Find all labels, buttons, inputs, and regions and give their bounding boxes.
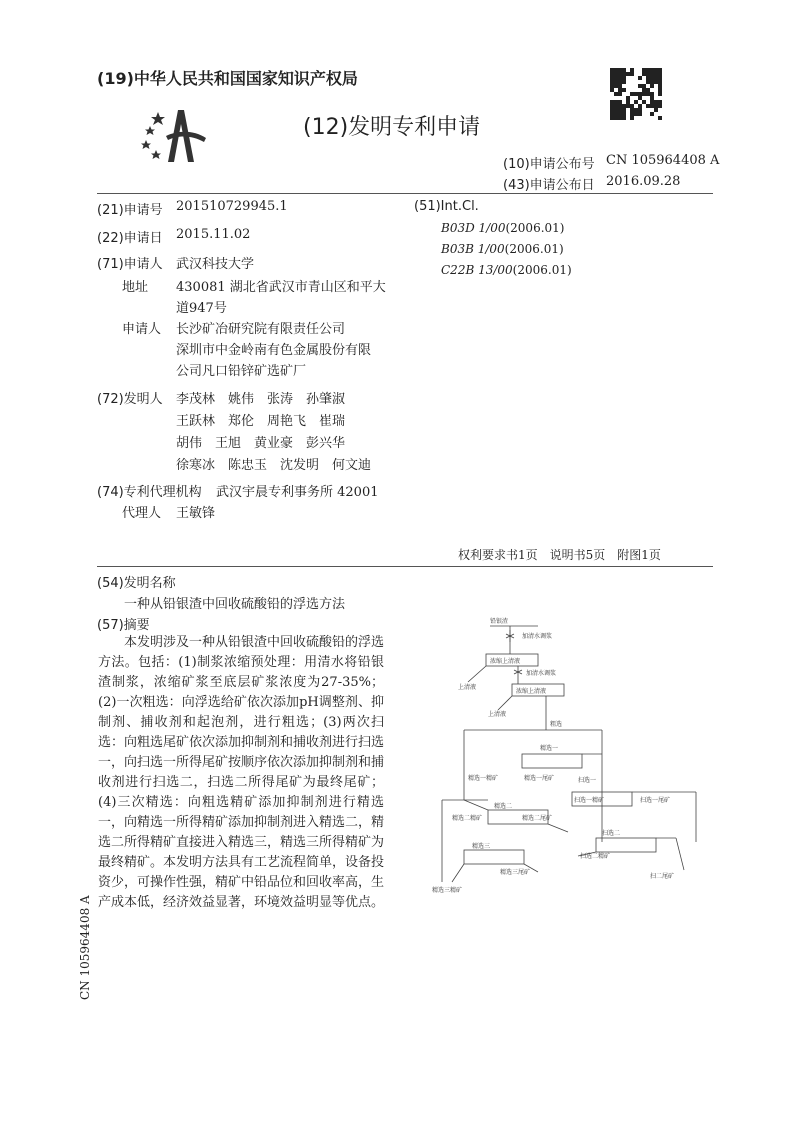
flow-scavenger-2-tail: 扫二尾矿 <box>650 873 675 880</box>
pages-info: 权利要求书1页 说明书5页 附图1页 <box>458 548 661 562</box>
flow-scavenger-2: 扫选二 <box>602 830 621 837</box>
authority-name: (19)中华人民共和国国家知识产权局 <box>97 69 358 88</box>
invention-title: 一种从铅银渣中回收硫酸铅的浮选方法 <box>124 597 346 612</box>
application-date-label: (22)申请日 <box>97 231 163 246</box>
pub-date-label: (43)申请公布日 <box>503 178 595 193</box>
agent-name: 王敏锋 <box>176 506 216 521</box>
inventors-line-2: 王跃林 郑伦 周艳飞 崔瑞 <box>176 414 346 429</box>
document-type: (12)发明专利申请 <box>303 115 481 140</box>
flow-water-1: 加清水调浆 <box>522 633 553 640</box>
co-applicant-line-3: 公司凡口铅锌矿选矿厂 <box>176 364 307 379</box>
flow-scavenger-2-conc: 扫选二精矿 <box>580 853 611 860</box>
title-label: (54)发明名称 <box>97 576 176 591</box>
ipc-code-3: C22B 13/00 <box>441 263 513 277</box>
flow-cleaner-2-conc: 精选二精矿 <box>452 815 483 822</box>
ipc-code-1: B03D 1/00 <box>441 221 506 235</box>
agency-label: (74)专利代理机构 <box>97 485 202 500</box>
inventors-line-1: 李茂林 姚伟 张涛 孙肇淑 <box>176 392 346 407</box>
address-line-2: 道947号 <box>176 301 227 316</box>
flow-cleaner-1-conc: 精选一精矿 <box>468 775 499 782</box>
side-publication-number: CN 105964408 A <box>78 895 92 1000</box>
address-label: 地址 <box>122 280 149 295</box>
flow-overflow-1: 上清液 <box>458 684 477 691</box>
ipc-version-2: (2006.01) <box>504 242 564 256</box>
flow-scavenger-1: 扫选一 <box>578 777 597 784</box>
pub-date: 2016.09.28 <box>606 174 681 189</box>
flow-rougher: 粗选 <box>550 721 563 728</box>
header-rule <box>97 193 713 194</box>
inventors-line-4: 徐寒冰 陈忠玉 沈发明 何文迪 <box>176 458 372 473</box>
flow-thickener-2: 浓缩上清液 <box>516 688 547 695</box>
flow-overflow-2: 上清液 <box>488 711 507 718</box>
co-applicant-line-1: 长沙矿冶研究院有限责任公司 <box>176 322 346 337</box>
flow-cleaner-2-tail: 精选二尾矿 <box>522 815 553 822</box>
qr-code <box>610 68 662 120</box>
ipc-code-2: B03B 1/00 <box>441 242 505 256</box>
flow-cleaner-3-tail: 精选三尾矿 <box>500 869 531 876</box>
section-rule <box>97 566 713 567</box>
agent-label: 代理人 <box>122 506 162 521</box>
applicant-label: (71)申请人 <box>97 257 163 272</box>
abstract-text: 本发明涉及一种从铅银渣中回收硫酸铅的浮选方法。包括：(1)制浆浓缩预处理：用清水将铅银渣制浆，浓缩矿浆至底层矿浆浓度为27-35%；(2)一次粗选：向浮选给矿依次添加pH调整剂、抑制剂、捕收剂和起泡剂，进行粗选；(3)两次扫选：向粗选尾矿依次添加抑制剂和捕收剂进行扫选一，向扫选一所得尾矿按顺序依次添加抑制剂和捕收剂进行扫选二，扫选二所得尾矿为最终尾矿；(4)三次精选：向粗选精矿添加抑制剂进行精选一，向精选一所得精矿添加抑制剂进入精选二，精选二所得精矿直接进入精选三，精选三所得精矿为最终精矿。本发明方法具有工艺流程简单，设备投资少，可操作性强，精矿中铅品位和回收率高，生产成本低，经济效益显著，环境效益明显等优点。 <box>98 635 385 910</box>
abstract-label: (57)摘要 <box>97 618 150 633</box>
application-number-label: (21)申请号 <box>97 203 163 218</box>
pub-number: CN 105964408 A <box>606 153 720 168</box>
address-line-1: 430081 湖北省武汉市青山区和平大 <box>176 280 386 295</box>
ipc-version-1: (2006.01) <box>505 221 565 235</box>
co-applicant-line-2: 深圳市中金岭南有色金属股份有限 <box>176 343 372 358</box>
flow-cleaner-3-conc: 精选三精矿 <box>432 887 463 894</box>
co-applicant-label: 申请人 <box>122 322 162 337</box>
agency-name: 武汉宇晨专利事务所 42001 <box>216 485 379 500</box>
pub-number-label: (10)申请公布号 <box>503 157 595 172</box>
flow-cleaner-3: 精选三 <box>472 843 491 850</box>
inventors-label: (72)发明人 <box>97 392 163 407</box>
flow-scavenger-1-conc: 扫选一精矿 <box>574 797 605 804</box>
applicant-name: 武汉科技大学 <box>176 257 255 272</box>
flow-cleaner-1: 精选一 <box>540 745 559 752</box>
application-number: 201510729945.1 <box>176 199 288 214</box>
flow-feed: 铅银渣 <box>490 618 509 625</box>
flow-scavenger-1-tail: 扫选一尾矿 <box>640 797 671 804</box>
ipc-version-3: (2006.01) <box>512 263 572 277</box>
inventors-line-3: 胡伟 王旭 黄业豪 彭兴华 <box>176 436 346 451</box>
flow-cleaner-2: 精选二 <box>494 803 513 810</box>
flow-water-2: 加清水调浆 <box>526 670 557 677</box>
flotation-flowsheet <box>428 612 718 902</box>
flow-cleaner-1-tail: 精选一尾矿 <box>524 775 555 782</box>
application-date: 2015.11.02 <box>176 227 251 242</box>
cnipa-logo <box>138 102 210 166</box>
flow-thickener-1: 浓缩上清液 <box>490 658 521 665</box>
ipc-label: (51)Int.Cl. <box>414 199 479 214</box>
